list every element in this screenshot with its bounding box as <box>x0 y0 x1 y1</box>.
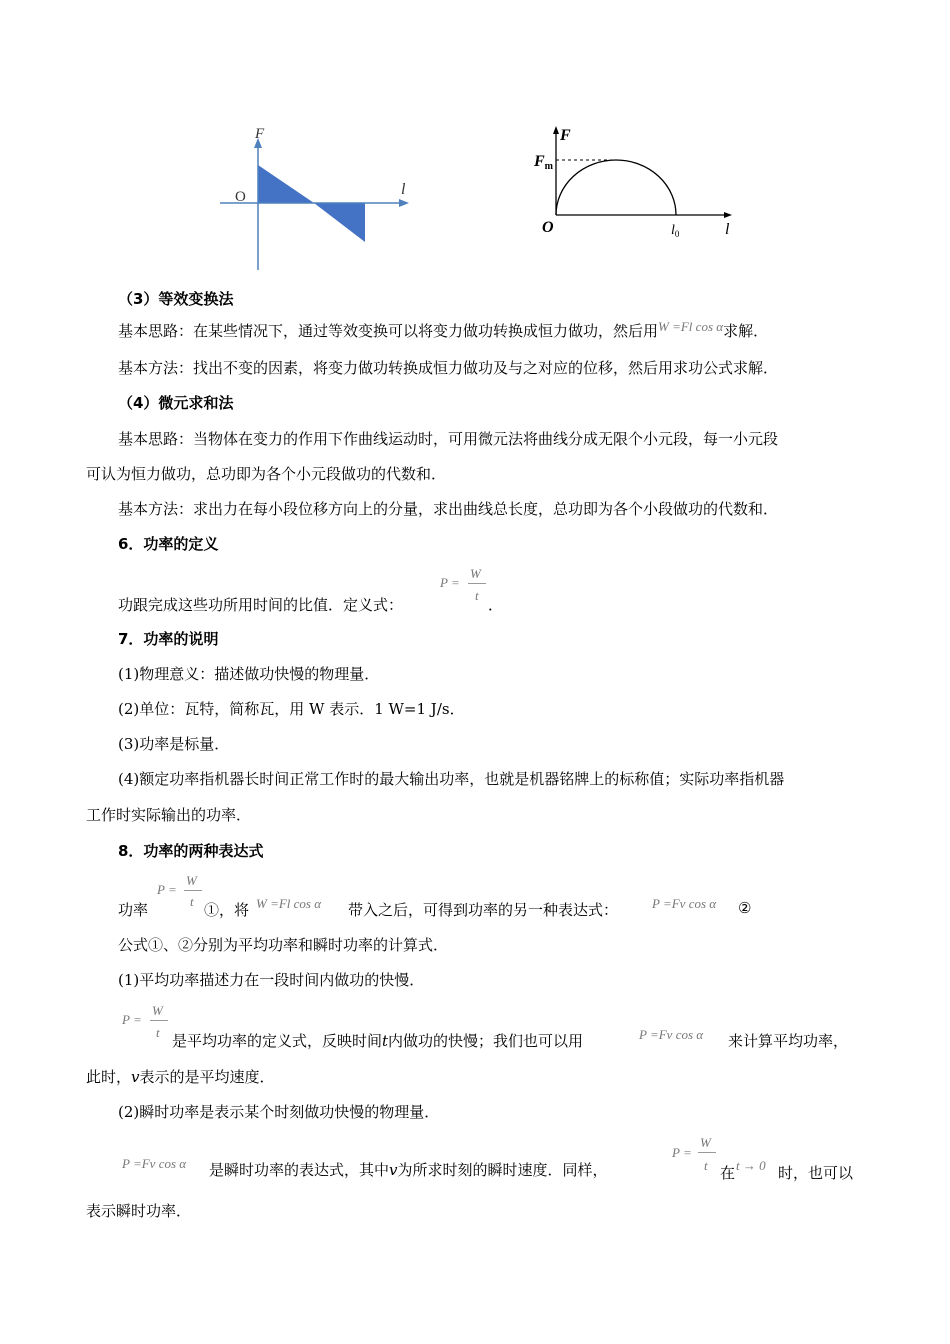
power-def-bar <box>468 583 486 584</box>
power-def-den: t <box>475 588 479 603</box>
section-8-heading: 8．功率的两种表达式 <box>118 842 264 860</box>
power-def-num: W <box>470 566 481 581</box>
s8-item2: (2)瞬时功率是表示某个时刻做功快慢的物理量． <box>118 1103 440 1121</box>
section-7-heading: 7．功率的说明 <box>118 630 219 648</box>
s8-p2-c: 在 <box>720 1164 736 1182</box>
s8-p1-line2 <box>86 1066 275 1087</box>
fm-label: Fm <box>534 153 554 172</box>
graph-force-semicircle <box>530 120 750 245</box>
graph-force-linear <box>205 120 425 275</box>
s8-p2-v: v <box>389 1161 398 1179</box>
x-axis-arrow <box>399 199 409 207</box>
s8-t2: ①，将 <box>204 901 250 919</box>
s8-frac1-num: W <box>186 873 197 888</box>
s6-definition: 功跟完成这些功所用时间的比值．定义式： <box>118 596 404 614</box>
l0-label: $l_0$ <box>671 223 680 239</box>
s8-line2: 公式①、②分别为平均功率和瞬时功率的计算式． <box>118 936 449 954</box>
s4-method: 基本方法：求出力在每小段位移方向上的分量，求出曲线总长度，总功即为各个小段做功的代数和． <box>118 500 779 518</box>
s7-item4-line1: (4)额定功率指机器长时间正常工作时的最大输出功率，也就是机器铭牌上的标称值；实际功率指机器 <box>118 770 785 788</box>
work-formula: W =Fl cos α <box>658 319 724 334</box>
section-6-heading: 6．功率的定义 <box>118 535 219 553</box>
s8-p1-b: 内做功的快慢；我们也可以用 <box>388 1032 584 1050</box>
s8-frac3-bar <box>698 1152 716 1153</box>
negative-work-area <box>314 203 365 242</box>
s8-frac3-den: t <box>704 1158 708 1173</box>
s8-frac1-den: t <box>190 894 194 909</box>
s8-p2 <box>209 1159 608 1180</box>
s3-method: 基本方法：找出不变的因素，将变力做功转换成恒力做功及与之对应的位移，然后用求功公式求解． <box>118 359 779 377</box>
s8-t-to-zero: t → 0 <box>736 1158 766 1173</box>
s8-p2-formula: P =Fv cos α <box>122 1156 187 1171</box>
s8-p1-c: 来计算平均功率， <box>728 1032 849 1050</box>
s8-p2-line2: 表示瞬时功率． <box>86 1202 192 1220</box>
x-axis-arrow <box>724 212 732 218</box>
s3-idea <box>118 320 768 341</box>
s8-item1: (1)平均功率描述力在一段时间内做功的快慢． <box>118 971 425 989</box>
s8-frac3-num: W <box>700 1135 711 1150</box>
y-axis-arrow <box>553 126 559 134</box>
s8-p1-formula: P =Fv cos α <box>639 1027 704 1042</box>
power-def-lhs: P = <box>440 575 460 590</box>
s8-p2-a: 是瞬时功率的表达式，其中 <box>209 1161 390 1179</box>
x-axis-label: l <box>725 221 730 238</box>
origin-label: O <box>542 219 554 236</box>
s7-item1: (1)物理意义：描述做功快慢的物理量． <box>118 665 380 683</box>
s7-item4-line2: 工作时实际输出的功率． <box>86 806 252 824</box>
s4-idea-line1: 基本思路：当物体在变力的作用下作曲线运动时，可用微元法将曲线分成无限个小元段，每一小元段 <box>118 430 779 448</box>
y-axis-label: F <box>255 126 265 142</box>
s7-item3: (3)功率是标量． <box>118 735 230 753</box>
s8-frac1-bar <box>184 890 202 891</box>
s8-frac3-lhs: P = <box>672 1145 692 1160</box>
s7-item2: (2)单位：瓦特，简称瓦，用 W 表示．1 W=1 J/s． <box>118 700 465 718</box>
x-axis-label: l <box>401 181 406 198</box>
semicircle-curve <box>556 160 676 215</box>
s8-frac2-num: W <box>152 1003 163 1018</box>
s8-t1: 功率 <box>118 901 149 919</box>
s3-idea-pre: 基本思路：在某些情况下，通过等效变换可以将变力做功转换成恒力做功，然后用 <box>118 322 659 340</box>
positive-work-area <box>258 165 314 203</box>
s4-idea-line2: 可认为恒力做功，总功即为各个小元段做功的代数和． <box>86 465 447 483</box>
s8-frac2-den: t <box>156 1025 160 1040</box>
s8-t3: 带入之后，可得到功率的另一种表达式： <box>348 901 619 919</box>
origin-label: O <box>235 189 246 205</box>
s8-p2-b: 为所求时刻的瞬时速度．同样， <box>397 1161 608 1179</box>
s8-p1-line2-v: v <box>131 1068 140 1086</box>
s8-p1-a: 是平均功率的定义式，反映时间 <box>172 1032 383 1050</box>
s8-p1-line2-a: 此时， <box>86 1068 132 1086</box>
s8-p1-line2-b: 表示的是平均速度． <box>139 1068 275 1086</box>
s8-frac2-bar <box>150 1020 168 1021</box>
s8-t4: ② <box>738 899 752 917</box>
s8-work-formula: W =Fl cos α <box>256 896 322 911</box>
s8-frac1-lhs: P = <box>157 882 177 897</box>
section-4-heading: （4）微元求和法 <box>118 394 234 412</box>
s8-frac2-lhs: P = <box>122 1012 142 1027</box>
s8-p1 <box>172 1030 583 1051</box>
section-3-heading: （3）等效变换法 <box>118 290 234 308</box>
y-axis-label: F <box>560 127 571 144</box>
s6-end: ． <box>488 596 504 614</box>
s8-p2-d: 时，也可以 <box>778 1164 854 1182</box>
s3-idea-post: 求解． <box>723 322 769 340</box>
s8-p1-t: t <box>382 1032 389 1050</box>
s8-power-fv: P =Fv cos α <box>652 896 717 911</box>
s6-text <box>118 594 403 615</box>
